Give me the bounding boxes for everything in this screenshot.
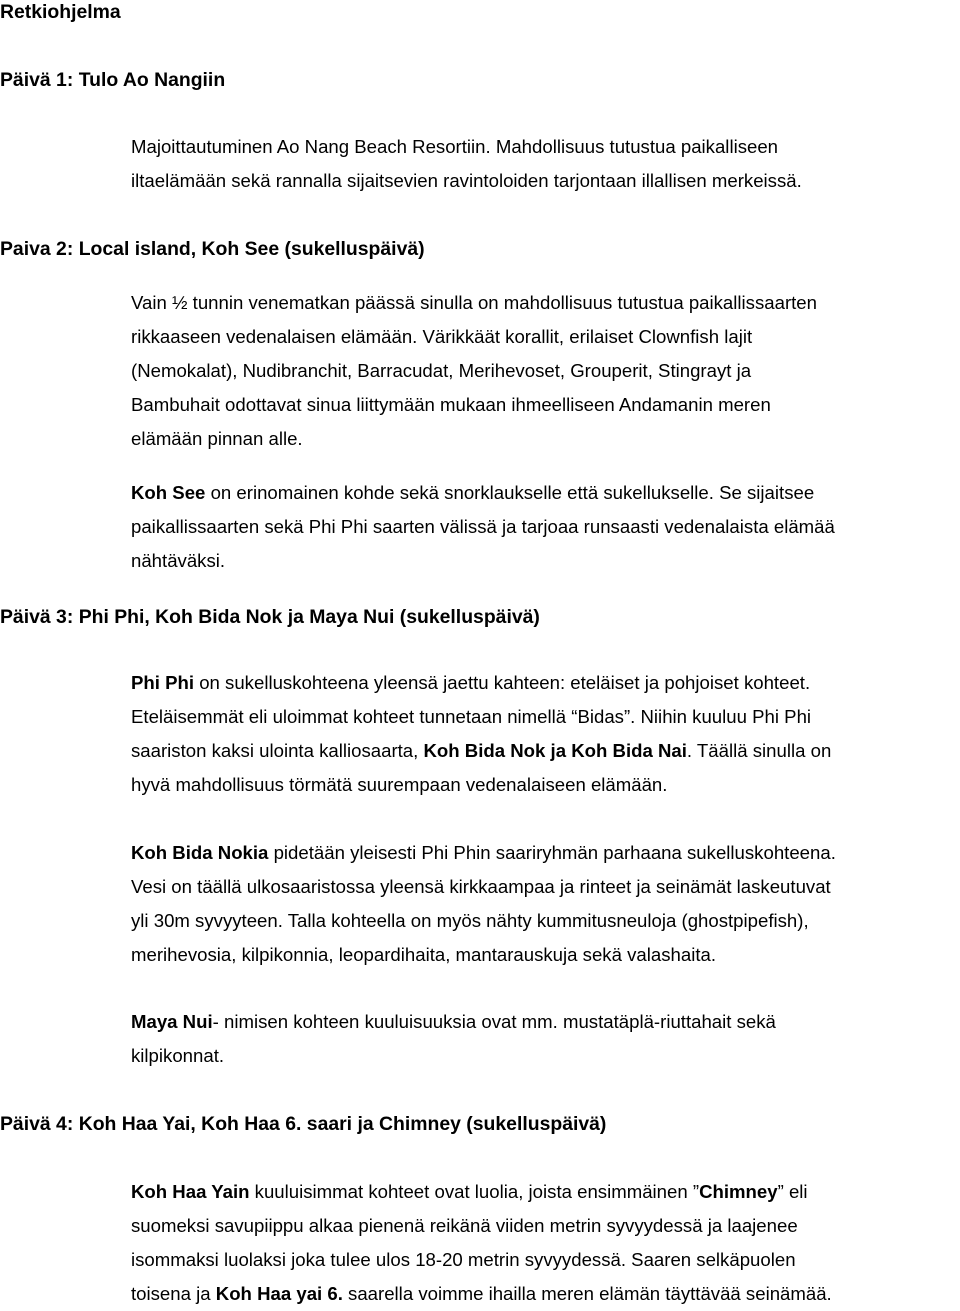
text-run: kuuluisimmat kohteet ovat luolia, joista ensimmäinen ”: [249, 1181, 700, 1202]
paragraph-line: [131, 1209, 957, 1243]
paragraph-line: [131, 1243, 957, 1277]
paragraph-line: [131, 130, 957, 164]
paragraph-line: [131, 836, 957, 870]
text-run: hyvä mahdollisuus törmätä suurempaan vedenalaiseen elämään.: [131, 774, 668, 795]
paragraph-line: [131, 938, 957, 972]
text-run: on sukelluskohteena yleensä jaettu kahteen: eteläiset ja pohjoiset kohteet.: [194, 672, 811, 693]
paragraph-line: [131, 422, 957, 456]
text-run: saariston kaksi ulointa kalliosaarta,: [131, 740, 424, 761]
text-run: suomeksi savupiippu alkaa pienenä reikänä viiden metrin syvyydessä ja laajenee: [131, 1215, 798, 1236]
day-3-paragraph-1: [131, 666, 957, 802]
bold-text: Koh Haa Yain: [131, 1181, 250, 1202]
text-run: Bambuhait odottavat sinua liittymään mukaan ihmeelliseen Andamanin meren: [131, 394, 771, 415]
day-2-paragraph-1: [131, 286, 957, 456]
text-run: . Täällä sinulla on: [686, 740, 832, 761]
text-run: yli 30m syvyyteen. Talla kohteella on myös nähty kummitusneuloja (ghostpipefish),: [131, 910, 809, 931]
day-2-heading: Paiva 2: Local island, Koh See (sukelluspäivä): [0, 238, 425, 260]
text-run: ” eli: [777, 1181, 808, 1202]
text-run: paikallissaarten sekä Phi Phi saarten välissä ja tarjoaa runsaasti vedenalaista elämää: [131, 516, 835, 537]
text-run: iltaelämään sekä rannalla sijaitsevien ravintoloiden tarjontaan illallisen merkeissä.: [131, 170, 802, 191]
day-3-paragraph-2: [131, 836, 957, 972]
bold-text: Chimney: [699, 1181, 778, 1202]
document-title: Retkiohjelma: [0, 1, 121, 23]
bold-text: Koh See: [131, 482, 206, 503]
paragraph-line: [131, 544, 957, 578]
bold-text: Phi Phi: [131, 672, 195, 693]
day-4-paragraph-1: [131, 1175, 957, 1311]
bold-text: Koh Bida Nok ja Koh Bida Nai: [423, 740, 687, 761]
text-run: - nimisen kohteen kuuluisuuksia ovat mm. mustatäplä-riuttahait sekä: [212, 1011, 776, 1032]
paragraph-line: [131, 666, 957, 700]
text-run: (Nemokalat), Nudibranchit, Barracudat, Merihevoset, Grouperit, Stingrayt ja: [131, 360, 752, 381]
paragraph-line: [131, 1175, 957, 1209]
paragraph-line: [131, 388, 957, 422]
text-run: rikkaaseen vedenalaisen elämään. Värikkäät korallit, erilaiset Clownfish lajit: [131, 326, 753, 347]
paragraph-line: [131, 734, 957, 768]
text-run: isommaksi luolaksi joka tulee ulos 18-20 metrin syvyydessä. Saaren selkäpuolen: [131, 1249, 796, 1270]
text-run: pidetään yleisesti Phi Phin saariryhmän parhaana sukelluskohteena.: [268, 842, 836, 863]
paragraph-line: [131, 768, 957, 802]
text-run: toisena ja: [131, 1283, 216, 1304]
text-run: Vesi on täällä ulkosaaristossa yleensä kirkkaampaa ja rinteet ja seinämät laskeutuvat: [131, 876, 831, 897]
day-3-heading: Päivä 3: Phi Phi, Koh Bida Nok ja Maya Nui (sukelluspäivä): [0, 606, 540, 628]
paragraph-line: [131, 476, 957, 510]
paragraph-line: [131, 286, 957, 320]
day-4-heading: Päivä 4: Koh Haa Yai, Koh Haa 6. saari ja Chimney (sukelluspäivä): [0, 1113, 607, 1135]
bold-text: Maya Nui: [131, 1011, 213, 1032]
paragraph-line: [131, 1277, 957, 1311]
text-run: saarella voimme ihailla meren elämän täyttävää seinämää.: [342, 1283, 832, 1304]
day-1-heading: Päivä 1: Tulo Ao Nangiin: [0, 69, 226, 91]
text-run: nähtäväksi.: [131, 550, 226, 571]
text-run: Vain ½ tunnin venematkan päässä sinulla on mahdollisuus tutustua paikallissaarten: [131, 292, 817, 313]
paragraph-line: [131, 870, 957, 904]
paragraph-line: [131, 1039, 957, 1073]
text-run: kilpikonnat.: [131, 1045, 225, 1066]
paragraph-line: [131, 354, 957, 388]
paragraph-line: [131, 700, 957, 734]
text-run: on erinomainen kohde sekä snorklaukselle että sukellukselle. Se sijaitsee: [205, 482, 815, 503]
paragraph-line: [131, 510, 957, 544]
text-run: Majoittautuminen Ao Nang Beach Resortiin. Mahdollisuus tutustua paikalliseen: [131, 136, 779, 157]
paragraph-line: [131, 320, 957, 354]
text-run: elämään pinnan alle.: [131, 428, 303, 449]
paragraph-line: [131, 1005, 957, 1039]
paragraph-line: [131, 904, 957, 938]
day-3-paragraph-3: [131, 1005, 957, 1073]
text-run: Eteläisemmät eli uloimmat kohteet tunnetaan nimellä “Bidas”. Niihin kuuluu Phi Phi: [131, 706, 812, 727]
bold-text: Koh Bida Nokia: [131, 842, 269, 863]
bold-text: Koh Haa yai 6.: [215, 1283, 343, 1304]
text-run: merihevosia, kilpikonnia, leopardihaita, mantarauskuja sekä valashaita.: [131, 944, 716, 965]
day-1-paragraph-1: [131, 130, 957, 198]
paragraph-line: [131, 164, 957, 198]
day-2-paragraph-2: [131, 476, 957, 578]
